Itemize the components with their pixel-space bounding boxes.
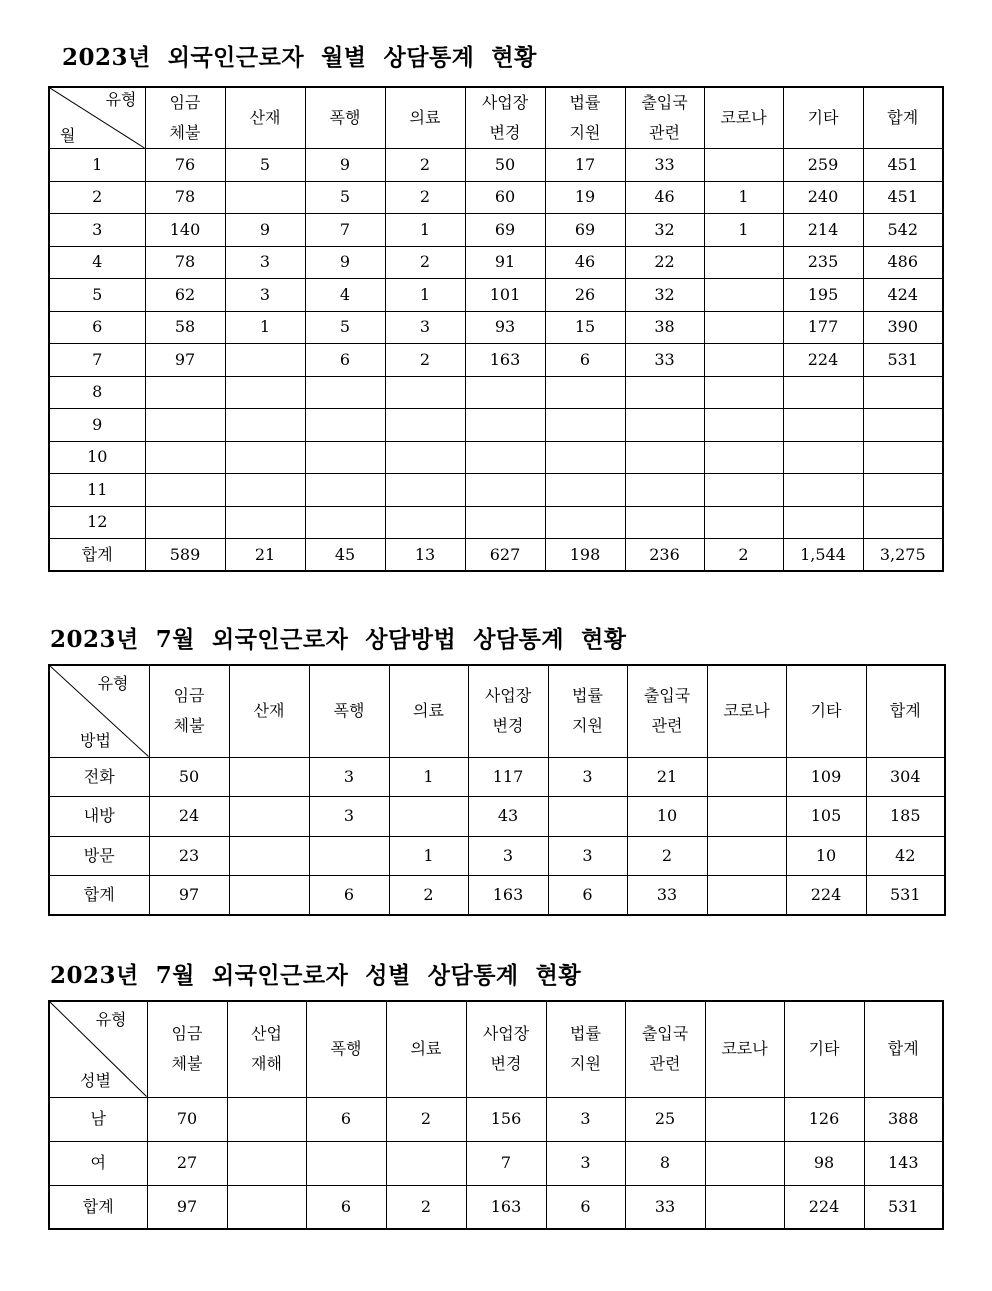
data-cell: 15 — [545, 311, 625, 344]
data-cell: 1,544 — [783, 539, 863, 572]
data-cell: 214 — [783, 214, 863, 247]
data-cell: 2 — [385, 149, 465, 182]
header-cell: 산재 — [225, 87, 305, 149]
data-cell — [704, 149, 783, 182]
corner-type-label: 유형 — [97, 674, 129, 693]
data-cell — [783, 409, 863, 442]
data-cell — [227, 1141, 306, 1185]
data-cell — [305, 409, 385, 442]
data-cell: 224 — [786, 876, 866, 916]
data-cell: 451 — [863, 181, 943, 214]
data-cell — [227, 1185, 306, 1229]
data-cell: 17 — [545, 149, 625, 182]
data-cell — [783, 506, 863, 539]
data-cell: 19 — [545, 181, 625, 214]
data-cell — [704, 506, 783, 539]
data-cell: 424 — [863, 279, 943, 312]
data-cell: 6 — [548, 876, 627, 916]
data-cell — [625, 441, 704, 474]
data-cell: 236 — [625, 539, 704, 572]
data-cell: 7 — [305, 214, 385, 247]
header-cell: 임금 체불 — [147, 1001, 227, 1097]
data-cell — [305, 376, 385, 409]
data-cell — [465, 474, 545, 507]
row-label: 8 — [49, 376, 145, 409]
data-cell: 25 — [625, 1097, 705, 1141]
header-cell: 산업 재해 — [227, 1001, 306, 1097]
data-cell: 3 — [225, 279, 305, 312]
data-cell: 3 — [225, 246, 305, 279]
monthly-stats-table — [48, 86, 944, 572]
data-cell — [225, 181, 305, 214]
data-cell — [385, 506, 465, 539]
table-row — [49, 797, 945, 837]
data-cell — [707, 757, 786, 797]
header-cell: 법률 지원 — [546, 1001, 625, 1097]
data-cell: 43 — [468, 797, 548, 837]
data-cell: 9 — [305, 246, 385, 279]
data-cell — [305, 474, 385, 507]
header-cell: 출입국 관련 — [625, 1001, 705, 1097]
corner-month-label: 월 — [60, 126, 76, 145]
data-cell: 2 — [386, 1185, 466, 1229]
data-cell — [704, 279, 783, 312]
data-cell — [145, 376, 225, 409]
row-label: 11 — [49, 474, 145, 507]
data-cell: 32 — [625, 214, 704, 247]
data-cell — [225, 376, 305, 409]
data-cell: 2 — [389, 876, 468, 916]
table-row — [49, 279, 943, 312]
data-cell — [385, 409, 465, 442]
data-cell: 486 — [863, 246, 943, 279]
header-cell: 기타 — [786, 665, 866, 757]
corner-type-label: 유형 — [105, 90, 137, 109]
data-cell: 26 — [545, 279, 625, 312]
data-cell: 3 — [309, 757, 389, 797]
data-cell — [225, 344, 305, 377]
data-cell — [625, 506, 704, 539]
data-cell: 177 — [783, 311, 863, 344]
data-cell — [545, 506, 625, 539]
method-stats-table — [48, 664, 946, 916]
data-cell: 24 — [149, 797, 229, 837]
data-cell — [625, 474, 704, 507]
data-cell: 1 — [704, 181, 783, 214]
table-row — [49, 441, 943, 474]
data-cell: 6 — [546, 1185, 625, 1229]
data-cell: 70 — [147, 1097, 227, 1141]
data-cell — [465, 376, 545, 409]
data-cell: 5 — [225, 149, 305, 182]
table-row — [49, 539, 943, 572]
monthly-rows — [49, 149, 943, 572]
data-cell: 3 — [548, 836, 627, 876]
header-cell: 합계 — [864, 1001, 943, 1097]
header-cell: 사업장 변경 — [466, 1001, 546, 1097]
data-cell — [306, 1141, 386, 1185]
data-cell: 531 — [863, 344, 943, 377]
data-cell: 33 — [627, 876, 707, 916]
data-cell: 185 — [866, 797, 945, 837]
table-row — [49, 757, 945, 797]
header-cell: 합계 — [866, 665, 945, 757]
data-cell: 27 — [147, 1141, 227, 1185]
header-cell: 의료 — [385, 87, 465, 149]
data-cell: 38 — [625, 311, 704, 344]
data-cell: 109 — [786, 757, 866, 797]
data-cell: 2 — [385, 246, 465, 279]
row-label: 여 — [49, 1141, 147, 1185]
data-cell — [545, 474, 625, 507]
header-cell: 사업장 변경 — [468, 665, 548, 757]
data-cell: 45 — [305, 539, 385, 572]
data-cell — [704, 474, 783, 507]
data-cell: 1 — [704, 214, 783, 247]
gender-rows — [49, 1097, 943, 1229]
data-cell — [305, 441, 385, 474]
header-cell: 코로나 — [705, 1001, 784, 1097]
data-cell: 60 — [465, 181, 545, 214]
header-cell: 의료 — [389, 665, 468, 757]
data-cell: 10 — [786, 836, 866, 876]
data-cell: 101 — [465, 279, 545, 312]
data-cell: 97 — [147, 1185, 227, 1229]
data-cell: 235 — [783, 246, 863, 279]
data-cell: 105 — [786, 797, 866, 837]
header-cell: 출입국 관련 — [627, 665, 707, 757]
data-cell: 98 — [784, 1141, 864, 1185]
data-cell: 2 — [385, 344, 465, 377]
data-cell: 1 — [389, 836, 468, 876]
data-cell: 224 — [784, 1185, 864, 1229]
data-cell: 21 — [225, 539, 305, 572]
data-cell — [625, 376, 704, 409]
data-cell — [225, 409, 305, 442]
table-row — [49, 506, 943, 539]
data-cell: 33 — [625, 344, 704, 377]
data-cell: 50 — [149, 757, 229, 797]
data-cell: 97 — [149, 876, 229, 916]
data-cell — [465, 409, 545, 442]
data-cell — [389, 797, 468, 837]
data-cell: 6 — [306, 1185, 386, 1229]
data-cell: 8 — [625, 1141, 705, 1185]
data-cell: 7 — [466, 1141, 546, 1185]
table-row — [49, 876, 945, 916]
data-cell: 542 — [863, 214, 943, 247]
data-cell: 198 — [545, 539, 625, 572]
data-cell: 2 — [627, 836, 707, 876]
row-label: 내방 — [49, 797, 149, 837]
data-cell — [863, 474, 943, 507]
header-cell: 사업장 변경 — [465, 87, 545, 149]
data-cell — [305, 506, 385, 539]
data-cell: 93 — [465, 311, 545, 344]
data-cell: 6 — [305, 344, 385, 377]
header-cell: 산재 — [229, 665, 309, 757]
data-cell: 1 — [385, 279, 465, 312]
row-label: 1 — [49, 149, 145, 182]
data-cell: 451 — [863, 149, 943, 182]
method-header-row — [49, 665, 945, 757]
data-cell: 46 — [625, 181, 704, 214]
header-cell: 코로나 — [707, 665, 786, 757]
data-cell — [385, 376, 465, 409]
data-cell: 97 — [145, 344, 225, 377]
data-cell: 46 — [545, 246, 625, 279]
data-cell: 62 — [145, 279, 225, 312]
data-cell: 2 — [385, 181, 465, 214]
data-cell — [783, 441, 863, 474]
data-cell: 33 — [625, 1185, 705, 1229]
data-cell — [863, 506, 943, 539]
data-cell — [704, 246, 783, 279]
data-cell — [625, 409, 704, 442]
data-cell — [704, 376, 783, 409]
data-cell — [704, 441, 783, 474]
method-title: 2023년 7월 외국인근로자 상담방법 상담통계 현황 — [50, 626, 627, 653]
data-cell — [385, 474, 465, 507]
data-cell — [145, 441, 225, 474]
data-cell: 6 — [309, 876, 389, 916]
data-cell: 1 — [385, 214, 465, 247]
data-cell — [229, 876, 309, 916]
table-row — [49, 246, 943, 279]
data-cell: 390 — [863, 311, 943, 344]
table-row — [49, 836, 945, 876]
data-cell — [229, 757, 309, 797]
data-cell — [145, 506, 225, 539]
table-row — [49, 1185, 943, 1229]
data-cell: 589 — [145, 539, 225, 572]
data-cell: 91 — [465, 246, 545, 279]
data-cell — [704, 409, 783, 442]
header-cell: 폭행 — [309, 665, 389, 757]
data-cell — [225, 474, 305, 507]
data-cell: 3 — [385, 311, 465, 344]
table-row — [49, 149, 943, 182]
corner-cell — [49, 87, 145, 149]
row-label: 3 — [49, 214, 145, 247]
data-cell — [386, 1141, 466, 1185]
data-cell — [465, 506, 545, 539]
data-cell: 3 — [468, 836, 548, 876]
data-cell — [229, 836, 309, 876]
data-cell: 627 — [465, 539, 545, 572]
data-cell: 5 — [305, 311, 385, 344]
data-cell — [863, 376, 943, 409]
table-row — [49, 1141, 943, 1185]
row-label: 4 — [49, 246, 145, 279]
data-cell: 531 — [866, 876, 945, 916]
data-cell: 23 — [149, 836, 229, 876]
data-cell: 5 — [305, 181, 385, 214]
data-cell: 4 — [305, 279, 385, 312]
data-cell: 3 — [548, 757, 627, 797]
table-row — [49, 1097, 943, 1141]
header-cell: 폭행 — [305, 87, 385, 149]
data-cell: 3 — [546, 1141, 625, 1185]
data-cell: 3 — [546, 1097, 625, 1141]
data-cell — [863, 409, 943, 442]
data-cell: 22 — [625, 246, 704, 279]
data-cell — [548, 797, 627, 837]
monthly-title: 2023년 외국인근로자 월별 상담통계 현황 — [62, 44, 537, 71]
data-cell — [863, 441, 943, 474]
table-row — [49, 376, 943, 409]
header-cell: 임금 체불 — [149, 665, 229, 757]
data-cell: 224 — [783, 344, 863, 377]
data-cell — [704, 311, 783, 344]
data-cell: 50 — [465, 149, 545, 182]
data-cell: 69 — [465, 214, 545, 247]
method-rows — [49, 757, 945, 915]
data-cell — [465, 441, 545, 474]
monthly-header-row — [49, 87, 943, 149]
data-cell: 69 — [545, 214, 625, 247]
corner-cell — [49, 1001, 147, 1097]
data-cell: 1 — [225, 311, 305, 344]
data-cell — [707, 876, 786, 916]
header-cell: 법률 지원 — [548, 665, 627, 757]
data-cell: 259 — [783, 149, 863, 182]
row-label: 남 — [49, 1097, 147, 1141]
data-cell: 156 — [466, 1097, 546, 1141]
data-cell: 3,275 — [863, 539, 943, 572]
data-cell: 140 — [145, 214, 225, 247]
data-cell: 2 — [704, 539, 783, 572]
corner-type-label: 유형 — [95, 1010, 127, 1029]
data-cell: 143 — [864, 1141, 943, 1185]
table-row — [49, 181, 943, 214]
data-cell: 33 — [625, 149, 704, 182]
data-cell — [545, 376, 625, 409]
row-label: 6 — [49, 311, 145, 344]
header-cell: 합계 — [863, 87, 943, 149]
data-cell: 6 — [306, 1097, 386, 1141]
corner-gender-label: 성별 — [80, 1070, 111, 1090]
row-label: 10 — [49, 441, 145, 474]
corner-cell — [49, 665, 149, 757]
gender-stats-table — [48, 1000, 944, 1230]
row-label: 합계 — [49, 1185, 147, 1229]
data-cell: 32 — [625, 279, 704, 312]
data-cell — [783, 376, 863, 409]
data-cell — [385, 441, 465, 474]
data-cell: 76 — [145, 149, 225, 182]
header-cell: 출입국 관련 — [625, 87, 704, 149]
header-cell: 코로나 — [704, 87, 783, 149]
data-cell: 304 — [866, 757, 945, 797]
data-cell — [705, 1185, 784, 1229]
data-cell: 42 — [866, 836, 945, 876]
data-cell: 1 — [389, 757, 468, 797]
corner-method-label: 방법 — [80, 730, 111, 750]
data-cell: 163 — [465, 344, 545, 377]
gender-header-row — [49, 1001, 943, 1097]
data-cell: 163 — [468, 876, 548, 916]
data-cell: 78 — [145, 181, 225, 214]
data-cell — [229, 797, 309, 837]
data-cell — [227, 1097, 306, 1141]
data-cell: 9 — [305, 149, 385, 182]
header-cell: 기타 — [783, 87, 863, 149]
header-cell: 폭행 — [306, 1001, 386, 1097]
row-label: 합계 — [49, 539, 145, 572]
data-cell: 117 — [468, 757, 548, 797]
data-cell: 2 — [386, 1097, 466, 1141]
header-cell: 의료 — [386, 1001, 466, 1097]
data-cell — [545, 409, 625, 442]
data-cell: 6 — [545, 344, 625, 377]
data-cell: 195 — [783, 279, 863, 312]
data-cell: 78 — [145, 246, 225, 279]
gender-title: 2023년 7월 외국인근로자 성별 상담통계 현황 — [50, 962, 582, 989]
row-label: 방문 — [49, 836, 149, 876]
data-cell: 58 — [145, 311, 225, 344]
data-cell — [145, 474, 225, 507]
data-cell — [225, 441, 305, 474]
data-cell: 9 — [225, 214, 305, 247]
data-cell — [707, 797, 786, 837]
data-cell — [705, 1097, 784, 1141]
data-cell: 10 — [627, 797, 707, 837]
data-cell — [145, 409, 225, 442]
data-cell: 388 — [864, 1097, 943, 1141]
row-label: 7 — [49, 344, 145, 377]
data-cell: 3 — [309, 797, 389, 837]
data-cell: 531 — [864, 1185, 943, 1229]
data-cell: 240 — [783, 181, 863, 214]
data-cell: 21 — [627, 757, 707, 797]
table-row — [49, 474, 943, 507]
header-cell: 법률 지원 — [545, 87, 625, 149]
row-label: 2 — [49, 181, 145, 214]
data-cell: 126 — [784, 1097, 864, 1141]
header-cell: 임금 체불 — [145, 87, 225, 149]
data-cell — [704, 344, 783, 377]
row-label: 합계 — [49, 876, 149, 916]
table-row — [49, 344, 943, 377]
table-row — [49, 409, 943, 442]
data-cell — [705, 1141, 784, 1185]
table-row — [49, 214, 943, 247]
header-cell: 기타 — [784, 1001, 864, 1097]
data-cell — [309, 836, 389, 876]
data-cell — [707, 836, 786, 876]
table-row — [49, 311, 943, 344]
data-cell — [225, 506, 305, 539]
row-label: 9 — [49, 409, 145, 442]
data-cell — [783, 474, 863, 507]
row-label: 12 — [49, 506, 145, 539]
row-label: 5 — [49, 279, 145, 312]
row-label: 전화 — [49, 757, 149, 797]
data-cell: 13 — [385, 539, 465, 572]
data-cell: 163 — [466, 1185, 546, 1229]
data-cell — [545, 441, 625, 474]
